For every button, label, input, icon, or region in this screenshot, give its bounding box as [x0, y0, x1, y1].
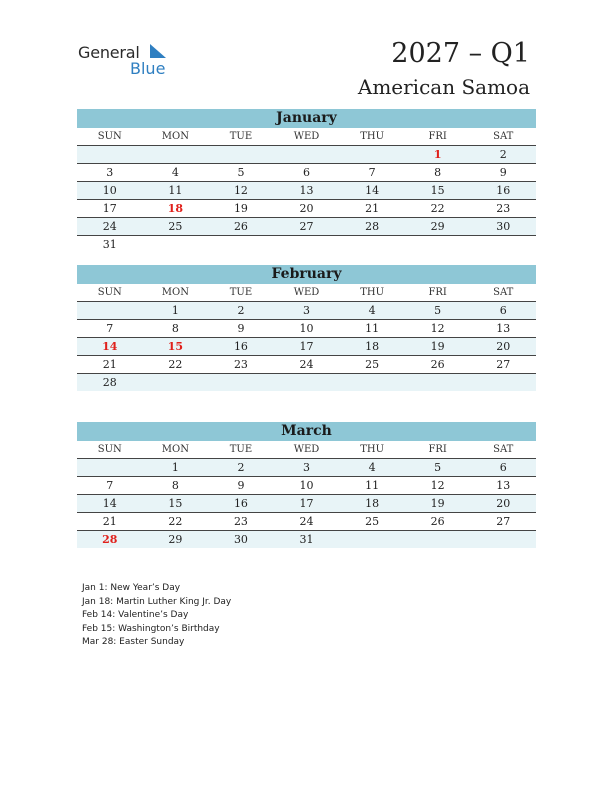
day-cell: 30 — [233, 533, 248, 546]
day-cell: 7 — [106, 322, 114, 335]
day-cell — [274, 236, 340, 253]
day-cell — [77, 302, 143, 319]
day-cell: 27 — [496, 515, 511, 528]
day-cell: 18 — [167, 202, 184, 215]
day-cell: 6 — [499, 461, 507, 474]
day-cell — [339, 374, 405, 391]
day-cell: 23 — [233, 358, 248, 371]
day-cell: 13 — [299, 184, 314, 197]
holiday-item: Mar 28: Easter Sunday — [82, 637, 185, 647]
weekday-label: WED — [293, 287, 320, 298]
weekday-label: FRI — [428, 287, 447, 298]
day-cell: 27 — [299, 220, 314, 233]
day-cell: 4 — [368, 461, 376, 474]
weekday-label: SUN — [97, 444, 122, 455]
week-row — [77, 302, 536, 320]
day-cell — [143, 236, 209, 253]
holiday-item: Feb 15: Washington’s Birthday — [82, 623, 220, 634]
day-cell: 17 — [299, 497, 314, 510]
day-cell: 7 — [106, 479, 114, 492]
day-cell: 23 — [233, 515, 248, 528]
day-cell: 19 — [430, 340, 445, 353]
week-row — [77, 356, 536, 374]
day-cell: 12 — [430, 322, 445, 335]
day-cell: 14 — [102, 497, 117, 510]
logo-general-text: General — [78, 43, 140, 62]
day-cell: 29 — [168, 533, 183, 546]
holiday-item: Feb 14: Valentine’s Day — [82, 610, 189, 620]
day-cell: 2 — [499, 148, 507, 161]
day-cell: 15 — [167, 340, 184, 353]
day-cell: 31 — [299, 533, 314, 546]
day-cell: 13 — [496, 479, 511, 492]
week-row — [77, 200, 536, 218]
month-calendar-february — [77, 265, 536, 391]
month-calendar-january — [77, 109, 536, 253]
weekday-label: TUE — [229, 287, 253, 298]
day-cell: 9 — [237, 322, 245, 335]
day-cell: 5 — [237, 166, 245, 179]
day-cell: 5 — [434, 304, 442, 317]
day-cell: 24 — [299, 358, 314, 371]
day-cell: 2 — [237, 461, 245, 474]
weekday-label: FRI — [428, 131, 447, 142]
day-cell — [405, 236, 471, 253]
day-cell: 18 — [365, 497, 380, 510]
day-cell — [208, 236, 274, 253]
week-row — [77, 320, 536, 338]
weekday-label: WED — [293, 131, 320, 142]
day-cell: 23 — [496, 202, 511, 215]
week-row — [77, 513, 536, 531]
weekday-label: TUE — [229, 131, 253, 142]
day-cell — [143, 374, 209, 391]
logo-triangle-icon — [146, 42, 168, 60]
day-cell: 26 — [430, 358, 445, 371]
day-cell: 17 — [299, 340, 314, 353]
day-cell: 31 — [102, 238, 117, 251]
generalblue-logo — [78, 40, 178, 80]
weekday-header-row — [77, 128, 536, 146]
day-cell: 4 — [368, 304, 376, 317]
week-row — [77, 182, 536, 200]
day-cell: 21 — [365, 202, 380, 215]
week-row — [77, 495, 536, 513]
day-cell: 29 — [430, 220, 445, 233]
weekday-label: THU — [360, 287, 385, 298]
week-row — [77, 531, 536, 548]
holiday-list — [82, 582, 231, 650]
day-cell: 19 — [233, 202, 248, 215]
day-cell — [274, 146, 340, 163]
day-cell — [77, 459, 143, 476]
day-cell: 2 — [237, 304, 245, 317]
day-cell: 20 — [299, 202, 314, 215]
day-cell: 22 — [168, 515, 183, 528]
day-cell: 24 — [299, 515, 314, 528]
day-cell: 16 — [496, 184, 511, 197]
day-cell: 25 — [168, 220, 183, 233]
month-calendar-march — [77, 422, 536, 548]
day-cell: 19 — [430, 497, 445, 510]
month-name: February — [77, 265, 536, 284]
day-cell: 27 — [496, 358, 511, 371]
day-cell — [208, 374, 274, 391]
week-row — [77, 146, 536, 164]
day-cell: 10 — [299, 322, 314, 335]
day-cell: 12 — [233, 184, 248, 197]
day-cell: 16 — [233, 497, 248, 510]
day-cell: 15 — [430, 184, 445, 197]
day-cell: 3 — [303, 304, 311, 317]
weekday-label: THU — [360, 131, 385, 142]
day-cell — [77, 146, 143, 163]
holiday-item: Jan 18: Martin Luther King Jr. Day — [82, 596, 232, 607]
day-cell: 13 — [496, 322, 511, 335]
page-subtitle: American Samoa — [357, 75, 530, 99]
holiday-item: Jan 1: New Year’s Day — [82, 583, 181, 593]
day-cell: 11 — [365, 322, 380, 335]
day-cell: 5 — [434, 461, 442, 474]
day-cell — [143, 146, 209, 163]
weekday-header-row — [77, 441, 536, 459]
day-cell: 14 — [365, 184, 380, 197]
weekday-header-row — [77, 284, 536, 302]
day-cell: 11 — [365, 479, 380, 492]
day-cell: 7 — [368, 166, 376, 179]
day-cell: 1 — [171, 461, 179, 474]
weekday-label: TUE — [229, 444, 253, 455]
weekday-label: WED — [293, 444, 320, 455]
weekday-label: SUN — [97, 131, 122, 142]
day-cell: 8 — [434, 166, 442, 179]
day-cell — [470, 374, 536, 391]
logo-blue-text: Blue — [130, 59, 166, 78]
month-name: January — [77, 109, 536, 128]
day-cell: 10 — [102, 184, 117, 197]
weekday-label: MON — [161, 287, 189, 298]
weekday-label: MON — [161, 444, 189, 455]
week-row — [77, 164, 536, 182]
day-cell — [470, 236, 536, 253]
day-cell: 20 — [496, 497, 511, 510]
day-cell: 8 — [171, 322, 179, 335]
week-row — [77, 218, 536, 236]
day-cell: 18 — [365, 340, 380, 353]
day-cell: 15 — [168, 497, 183, 510]
month-name: March — [77, 422, 536, 441]
day-cell: 11 — [168, 184, 183, 197]
week-row — [77, 338, 536, 356]
day-cell: 22 — [430, 202, 445, 215]
day-cell — [470, 531, 536, 548]
day-cell — [339, 146, 405, 163]
day-cell: 22 — [168, 358, 183, 371]
day-cell: 26 — [430, 515, 445, 528]
day-cell: 25 — [365, 358, 380, 371]
day-cell: 24 — [102, 220, 117, 233]
day-cell: 3 — [303, 461, 311, 474]
day-cell: 28 — [365, 220, 380, 233]
week-row — [77, 236, 536, 253]
day-cell: 1 — [171, 304, 179, 317]
day-cell — [405, 531, 471, 548]
day-cell: 3 — [106, 166, 114, 179]
weekday-label: FRI — [428, 444, 447, 455]
day-cell — [339, 531, 405, 548]
day-cell: 17 — [102, 202, 117, 215]
weekday-label: MON — [161, 131, 189, 142]
day-cell: 8 — [171, 479, 179, 492]
day-cell: 21 — [102, 358, 117, 371]
day-cell — [339, 236, 405, 253]
day-cell: 30 — [496, 220, 511, 233]
page-title: 2027 – Q1 — [391, 38, 530, 69]
day-cell: 6 — [303, 166, 311, 179]
day-cell: 4 — [171, 166, 179, 179]
day-cell: 14 — [102, 340, 118, 353]
day-cell — [274, 374, 340, 391]
week-row — [77, 374, 536, 391]
day-cell: 28 — [102, 533, 118, 546]
weekday-label: SAT — [493, 131, 514, 142]
day-cell: 9 — [499, 166, 507, 179]
weekday-label: SUN — [97, 287, 122, 298]
weekday-label: SAT — [493, 287, 514, 298]
day-cell: 16 — [233, 340, 248, 353]
day-cell: 1 — [433, 148, 442, 161]
day-cell — [405, 374, 471, 391]
day-cell: 25 — [365, 515, 380, 528]
week-row — [77, 477, 536, 495]
day-cell: 12 — [430, 479, 445, 492]
weekday-label: THU — [360, 444, 385, 455]
weekday-label: SAT — [493, 444, 514, 455]
day-cell — [208, 146, 274, 163]
day-cell: 28 — [102, 376, 117, 389]
day-cell: 9 — [237, 479, 245, 492]
day-cell: 21 — [102, 515, 117, 528]
day-cell: 6 — [499, 304, 507, 317]
week-row — [77, 459, 536, 477]
day-cell: 20 — [496, 340, 511, 353]
day-cell: 26 — [233, 220, 248, 233]
day-cell: 10 — [299, 479, 314, 492]
